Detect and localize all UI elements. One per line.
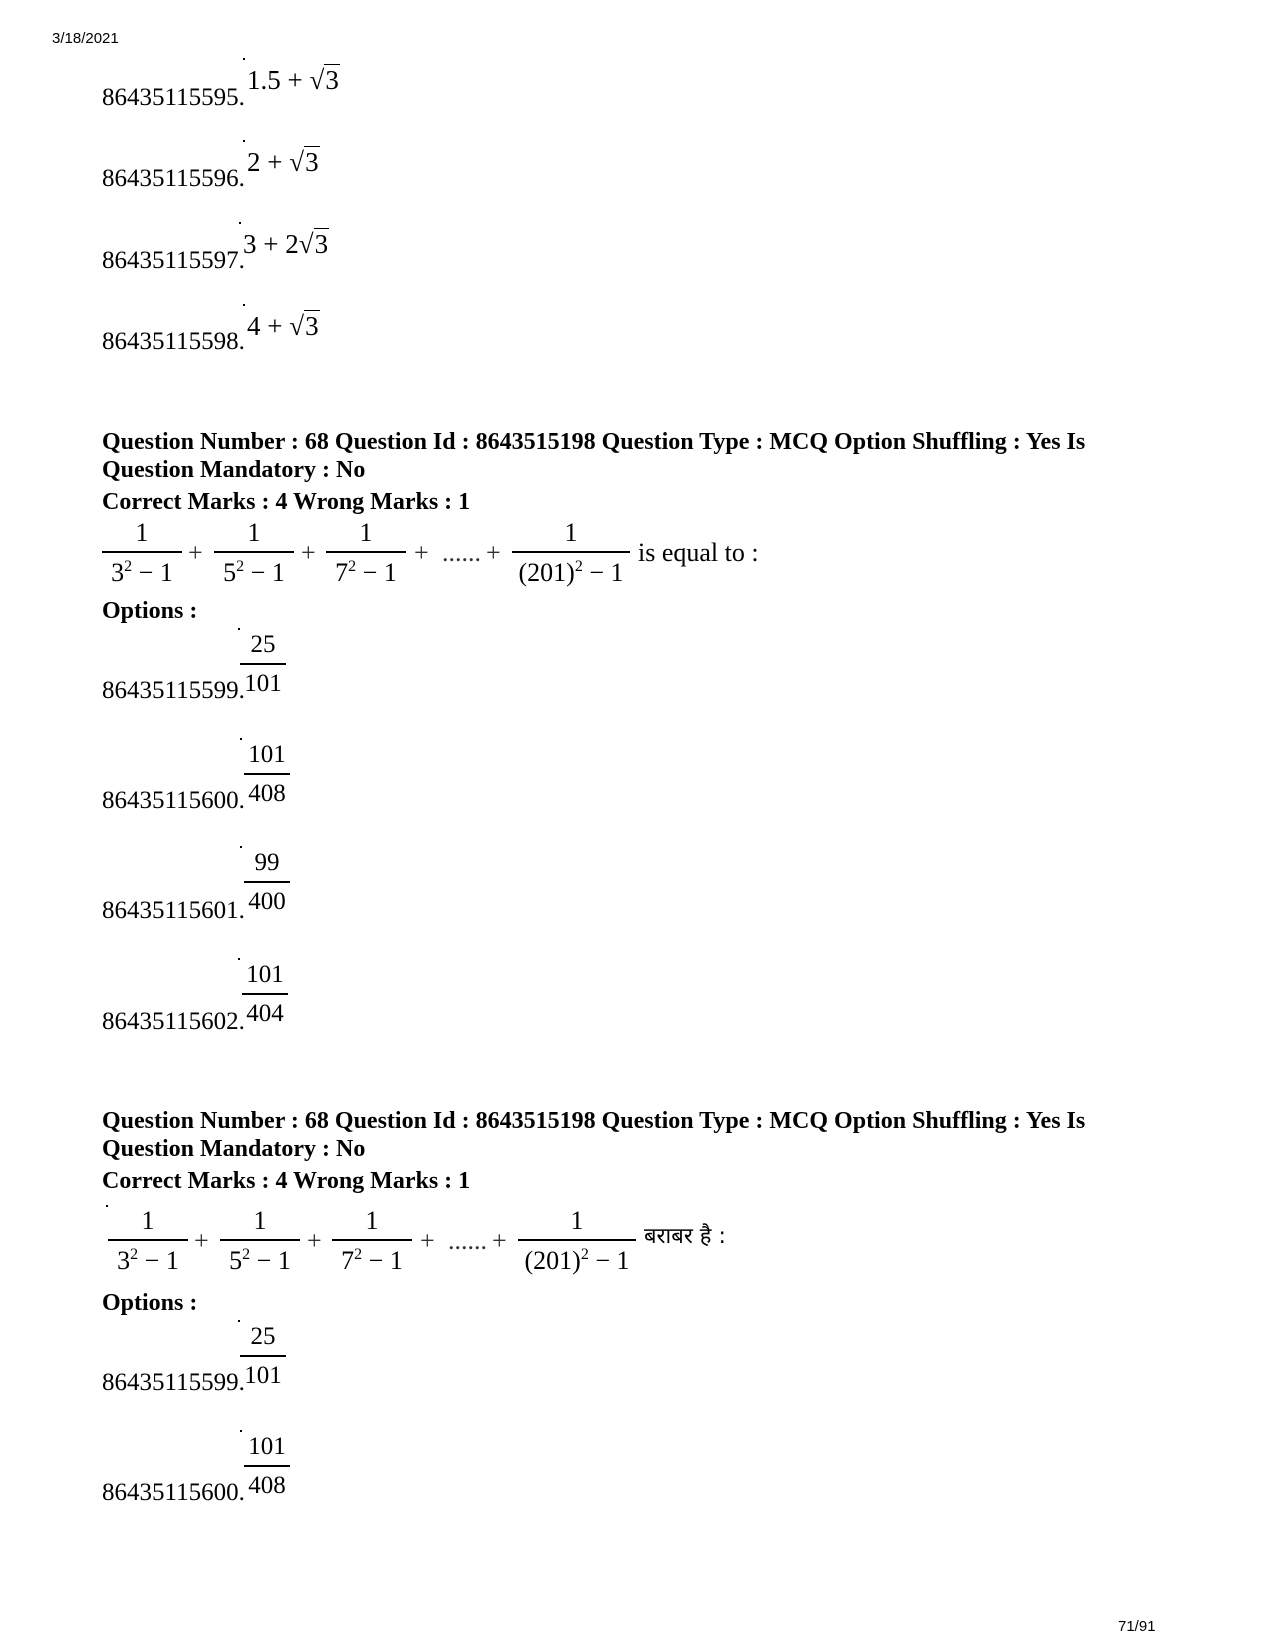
numerator: 1	[135, 518, 149, 547]
option-marker	[239, 222, 241, 224]
base: 3	[111, 557, 125, 587]
options-label: Options :	[102, 1290, 198, 1316]
option-marker	[238, 958, 240, 960]
fraction-term	[512, 520, 630, 586]
base: 7	[335, 557, 349, 587]
base: 5	[229, 1245, 243, 1275]
option-id: 86435115601.	[102, 897, 245, 924]
option-fraction	[238, 632, 288, 696]
sqrt-symbol: √3	[289, 147, 319, 177]
plus-sign: +	[414, 538, 429, 567]
minus-one: − 1	[244, 557, 285, 587]
radicand: 3	[305, 147, 319, 177]
radicand: 3	[305, 311, 319, 341]
ellipsis: ......	[448, 1226, 487, 1255]
page-number: 71/91	[1118, 1618, 1156, 1635]
denominator: 101	[244, 1361, 282, 1389]
exponent: 2	[348, 557, 357, 575]
option-id: 86435115597.	[102, 247, 245, 274]
minus-one: − 1	[132, 557, 173, 587]
plus-sign: +	[486, 538, 501, 567]
sqrt-symbol: √3	[309, 65, 339, 95]
denominator	[108, 1241, 188, 1274]
option-marker	[243, 304, 245, 306]
denominator: 404	[246, 999, 284, 1027]
fraction-term	[102, 520, 182, 586]
base: 3	[117, 1245, 131, 1275]
question-marks: Correct Marks : 4 Wrong Marks : 1	[102, 489, 471, 515]
denominator	[332, 1241, 412, 1274]
question-header: Question Number : 68 Question Id : 8643515198 Question Type : MCQ Option Shuffling : Yes Is Question Mandatory : No	[102, 1108, 1086, 1162]
option-marker	[243, 140, 245, 142]
question-expression	[102, 520, 862, 610]
radicand: 3	[314, 229, 329, 259]
denominator	[102, 553, 182, 586]
numerator: 1	[359, 518, 373, 547]
denominator: 408	[248, 1471, 286, 1499]
numerator: 101	[248, 1433, 286, 1460]
exponent: 2	[130, 1245, 139, 1263]
question-header: Question Number : 68 Question Id : 8643515198 Question Type : MCQ Option Shuffling : Yes Is Question Mandatory : No	[102, 429, 1086, 483]
option-fraction	[242, 850, 292, 914]
minus-one: − 1	[138, 1245, 179, 1275]
plus-sign: +	[420, 1226, 435, 1255]
sqrt-symbol: √3	[289, 311, 319, 341]
option-id: 86435115600.	[102, 1479, 245, 1506]
numerator: 25	[250, 1323, 276, 1350]
denominator	[326, 553, 406, 586]
expression-suffix: बराबर है :	[644, 1224, 726, 1249]
option-fraction	[242, 1434, 292, 1498]
numerator: 101	[246, 961, 284, 988]
option-expression	[243, 231, 329, 258]
minus-one: − 1	[250, 1245, 291, 1275]
option-fraction	[240, 962, 290, 1026]
option-id: 86435115595.	[102, 84, 245, 111]
option-fraction	[242, 742, 292, 806]
expression-suffix: is equal to :	[638, 538, 759, 567]
plus-sign: +	[492, 1226, 507, 1255]
plus-sign: +	[188, 538, 203, 567]
fraction-term	[214, 520, 294, 586]
fraction-term	[220, 1208, 300, 1274]
expr-text: 1.5 +	[247, 65, 310, 95]
expr-text: 4 +	[247, 311, 290, 341]
option-marker	[238, 1320, 240, 1322]
denominator	[512, 553, 630, 586]
plus-sign: +	[307, 1226, 322, 1255]
exponent: 2	[124, 557, 133, 575]
radicand: 3	[325, 65, 339, 95]
fraction-term	[332, 1208, 412, 1274]
exponent: 2	[354, 1245, 363, 1263]
question-marks: Correct Marks : 4 Wrong Marks : 1	[102, 1168, 471, 1194]
exponent: 2	[242, 1245, 251, 1263]
options-label: Options :	[102, 598, 198, 624]
numerator: 1	[564, 518, 578, 547]
option-marker	[240, 846, 242, 848]
base: (201)	[524, 1245, 581, 1275]
numerator: 1	[365, 1206, 379, 1235]
fraction-term	[326, 520, 406, 586]
plus-sign: +	[194, 1226, 209, 1255]
option-marker	[240, 738, 242, 740]
minus-one: − 1	[588, 1245, 630, 1275]
exponent: 2	[574, 557, 583, 575]
base: 7	[341, 1245, 355, 1275]
option-id: 86435115596.	[102, 165, 245, 192]
option-marker	[240, 1430, 242, 1432]
sqrt-symbol: √3	[298, 229, 329, 259]
option-fraction	[238, 1324, 288, 1388]
expr-text: 2 +	[247, 147, 290, 177]
option-expression	[247, 313, 320, 340]
expression-marker	[106, 1205, 108, 1207]
denominator: 101	[244, 669, 282, 697]
option-marker	[238, 628, 240, 630]
expr-text: 3 + 2	[243, 229, 299, 259]
denominator	[220, 1241, 300, 1274]
numerator: 1	[141, 1206, 155, 1235]
numerator: 99	[254, 849, 280, 876]
denominator	[214, 553, 294, 586]
option-id: 86435115599.	[102, 677, 245, 704]
option-expression	[247, 67, 340, 94]
numerator: 1	[247, 518, 261, 547]
minus-one: − 1	[582, 557, 624, 587]
exponent: 2	[236, 557, 245, 575]
plus-sign: +	[301, 538, 316, 567]
denominator	[518, 1241, 636, 1274]
denominator: 400	[248, 887, 286, 915]
option-id: 86435115602.	[102, 1008, 245, 1035]
numerator: 1	[253, 1206, 267, 1235]
option-id: 86435115598.	[102, 328, 245, 355]
numerator: 25	[250, 631, 276, 658]
numerator: 101	[248, 741, 286, 768]
print-date: 3/18/2021	[52, 30, 119, 47]
ellipsis: ......	[442, 538, 481, 567]
fraction-term	[518, 1208, 636, 1274]
base: (201)	[518, 557, 575, 587]
exponent: 2	[580, 1245, 589, 1263]
minus-one: − 1	[356, 557, 397, 587]
option-marker	[243, 58, 245, 60]
option-id: 86435115599.	[102, 1369, 245, 1396]
option-id: 86435115600.	[102, 787, 245, 814]
base: 5	[223, 557, 237, 587]
option-expression	[247, 149, 320, 176]
numerator: 1	[570, 1206, 584, 1235]
minus-one: − 1	[362, 1245, 403, 1275]
fraction-term	[108, 1208, 188, 1274]
denominator: 408	[248, 779, 286, 807]
question-expression	[108, 1208, 868, 1298]
